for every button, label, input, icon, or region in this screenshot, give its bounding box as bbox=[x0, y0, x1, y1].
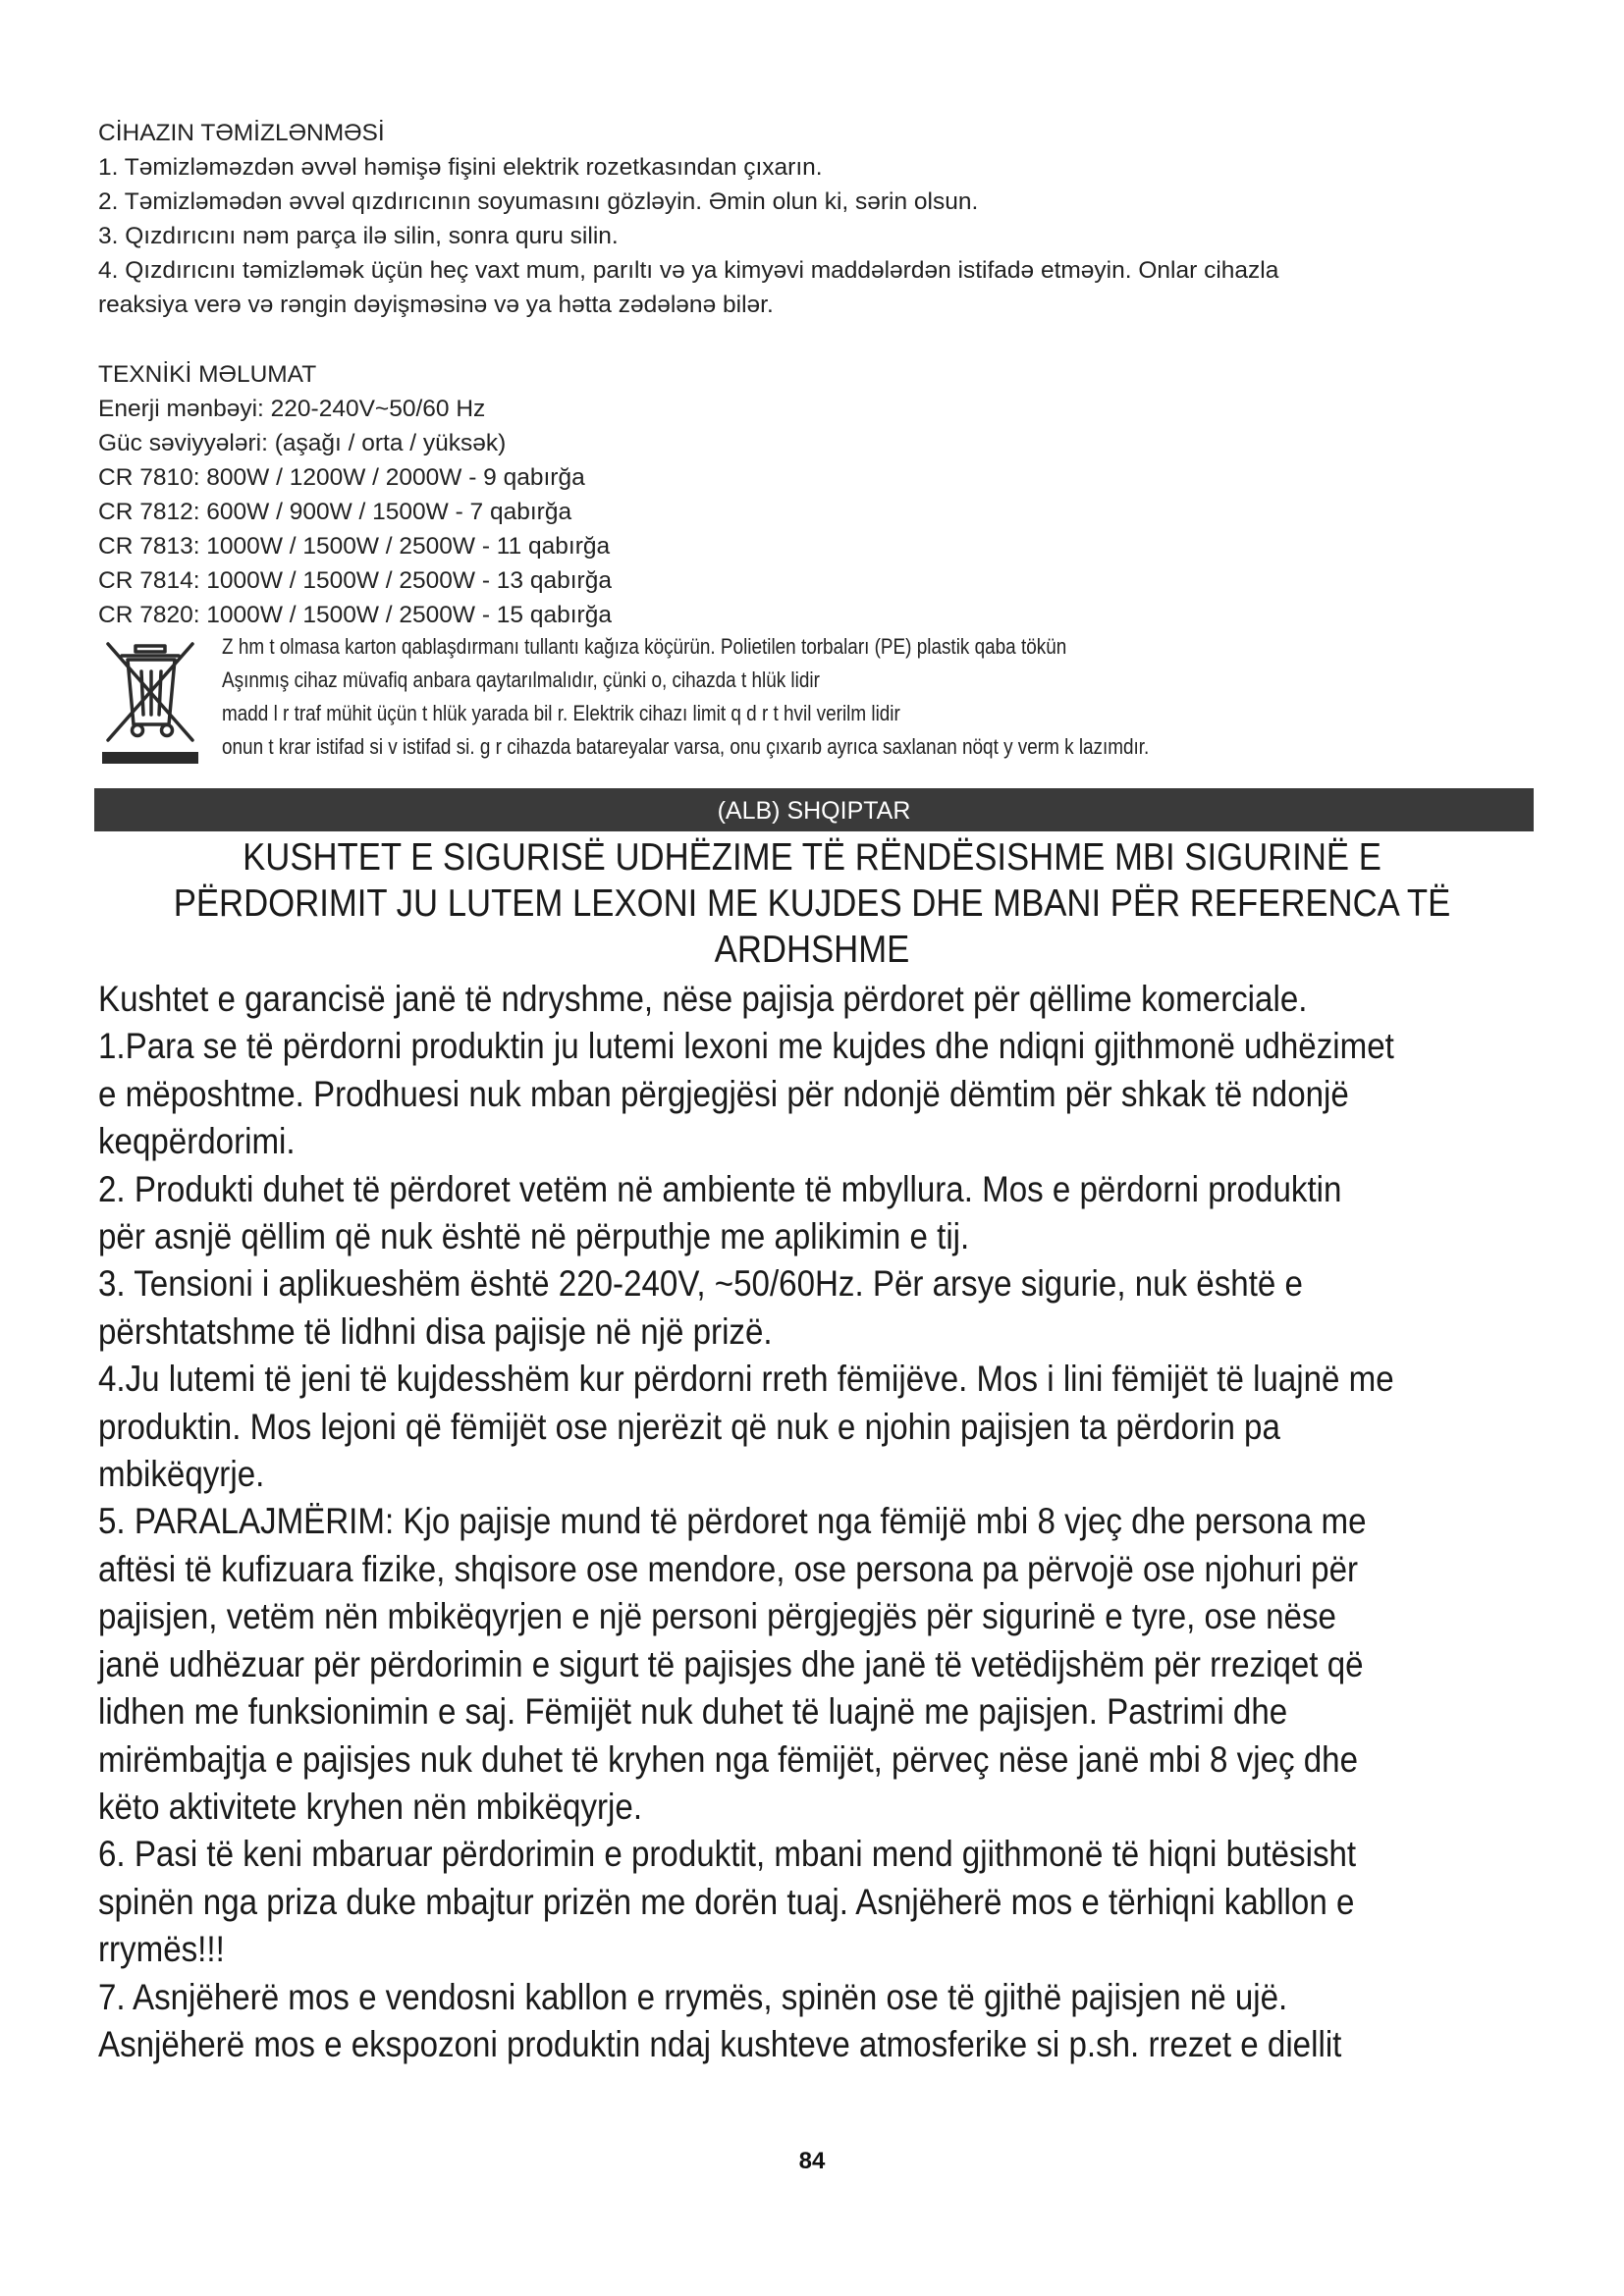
weee-notice bbox=[96, 630, 1530, 777]
weee-line: madd l r traf mühit üçün t hlük yarada bil r. Elektrik cihazı limit q d r t hvil verilm lidir bbox=[222, 701, 900, 725]
az-cleaning-item: 2. Təmizləmədən əvvəl qızdırıcının soyumasını gözləyin. Əmin olun ki, sərin olsun. bbox=[98, 188, 979, 215]
alb-body bbox=[98, 976, 1540, 2068]
section-gap bbox=[98, 322, 1532, 357]
alb-body-line: keqpërdorimi. bbox=[98, 1121, 296, 1162]
weee-line: Z hm t olmasa karton qablaşdırmanı tullantı kağıza köçürün. Polietilen torbaları (PE) plastik qaba tökün bbox=[222, 634, 1067, 659]
page-number: 84 bbox=[798, 2148, 826, 2174]
alb-title-line: PËRDORIMIT JU LUTEM LEXONI ME KUJDES DHE MBANI PËR REFERENCA TË bbox=[173, 882, 1451, 925]
alb-body-line: Kushtet e garancisë janë të ndryshme, nëse pajisja përdoret për qëllime komerciale. bbox=[98, 979, 1308, 1019]
alb-body-line: këto aktivitete kryhen nën mbikëqyrje. bbox=[98, 1786, 643, 1827]
alb-body-line: 6. Pasi të keni mbaruar përdorimin e produktit, mbani mend gjithmonë të hiqni butësisht bbox=[98, 1834, 1357, 1875]
az-cleaning-item: 3. Qızdırıcını nəm parça ilə silin, sonra quru silin. bbox=[98, 223, 619, 249]
alb-body-line: 5. PARALAJMËRIM: Kjo pajisje mund të përdoret nga fëmijë mbi 8 vjeç dhe persona me bbox=[98, 1501, 1367, 1542]
az-cleaning-item: 4. Qızdırıcını təmizləmək üçün heç vaxt mum, parıltı və ya kimyəvi maddələrdən istifadə etməyin. Onlar cihazla bbox=[98, 257, 1279, 284]
az-technical-item: CR 7814: 1000W / 1500W / 2500W - 13 qabırğa bbox=[98, 567, 612, 594]
az-technical-item: Enerji mənbəyi: 220-240V~50/60 Hz bbox=[98, 396, 486, 422]
az-technical-heading: TEXNİKİ MƏLUMAT bbox=[98, 361, 317, 388]
alb-body-line: spinën nga priza duke mbajtur prizën me dorën tuaj. Asnjëherë mos e tërhiqni kabllon e bbox=[98, 1881, 1355, 1922]
language-banner: (ALB) SHQIPTAR bbox=[94, 788, 1534, 831]
alb-body-line: janë udhëzuar për përdorimin e sigurt të pajisjes dhe janë të vetëdijshëm për rreziqet që bbox=[98, 1643, 1364, 1684]
alb-body-line: përshtatshme të lidhni disa pajisje në një prizë. bbox=[98, 1310, 773, 1352]
alb-body-line: 3. Tensioni i aplikueshëm është 220-240V, ~50/60Hz. Për arsye sigurie, nuk është e bbox=[98, 1263, 1303, 1305]
crossed-out-wheelie-bin-icon bbox=[96, 630, 204, 768]
weee-text bbox=[222, 630, 1345, 764]
az-technical-item: CR 7820: 1000W / 1500W / 2500W - 15 qabırğa bbox=[98, 602, 612, 628]
alb-body-line: 7. Asnjëherë mos e vendosni kabllon e rrymës, spinën ose të gjithë pajisjen në ujë. bbox=[98, 1976, 1288, 2017]
alb-body-line: mirëmbajtja e pajisjes nuk duhet të kryhen nga fëmijët, përveç nëse janë mbi 8 vjeç dhe bbox=[98, 1738, 1358, 1780]
alb-title-line: KUSHTET E SIGURISË UDHËZIME TË RËNDËSISHME MBI SIGURINË E bbox=[243, 836, 1381, 879]
alb-body-line: Asnjëherë mos e ekspozoni produktin ndaj kushteve atmosferike si p.sh. rrezet e diellit bbox=[98, 2023, 1342, 2064]
alb-title-line: ARDHSHME bbox=[714, 929, 910, 971]
alb-body-line: pajisjen, vetëm nën mbikëqyrjen e një personi përgjegjës për sigurinë e tyre, ose nëse bbox=[98, 1596, 1336, 1637]
az-section bbox=[98, 116, 1532, 632]
az-cleaning-item: reaksiya verə və rəngin dəyişməsinə və ya hətta zədələnə bilər. bbox=[98, 292, 774, 318]
weee-line: Aşınmış cihaz müvafiq anbara qaytarılmalıdır, çünki o, cihazda t hlük lidir bbox=[222, 667, 820, 692]
alb-body-line: mbikëqyrje. bbox=[98, 1454, 265, 1495]
weee-line: onun t krar istifad si v istifad si. g r cihazda batareyalar varsa, onu çıxarıb ayrıca saxlanan nöqt y verm k lazımdır. bbox=[222, 734, 1150, 759]
alb-title bbox=[168, 834, 1456, 973]
alb-body-line: produktin. Mos lejoni që fëmijët ose njerëzit që nuk e njohin pajisjen ta përdorin pa bbox=[98, 1406, 1280, 1447]
alb-body-line: 1.Para se të përdorni produktin ju lutemi lexoni me kujdes dhe ndiqni gjithmonë udhëzimet bbox=[98, 1026, 1394, 1067]
az-technical-item: CR 7810: 800W / 1200W / 2000W - 9 qabırğa bbox=[98, 464, 585, 491]
alb-body-line: lidhen me funksionimin e saj. Fëmijët nuk duhet të luajnë me pajisjen. Pastrimi dhe bbox=[98, 1691, 1288, 1733]
alb-body-line: 4.Ju lutemi të jeni të kujdesshëm kur përdorni rreth fëmijëve. Mos i lini fëmijët të luajnë me bbox=[98, 1359, 1394, 1400]
az-technical-item: CR 7813: 1000W / 1500W / 2500W - 11 qabırğa bbox=[98, 533, 611, 560]
alb-body-line: e mëposhtme. Prodhuesi nuk mban përgjegjësi për ndonjë dëmtim për shkak të ndonjë bbox=[98, 1073, 1349, 1114]
az-technical-item: Güc səviyyələri: (aşağı / orta / yüksək) bbox=[98, 430, 507, 456]
alb-body-line: për asnjë qëllim që nuk është në përputhje me aplikimin e tij. bbox=[98, 1216, 970, 1257]
az-technical-item: CR 7812: 600W / 900W / 1500W - 7 qabırğa bbox=[98, 499, 572, 525]
az-cleaning-heading: CİHAZIN TƏMİZLƏNMƏSİ bbox=[98, 120, 385, 146]
alb-body-line: rrymës!!! bbox=[98, 1929, 225, 1970]
alb-body-line: 2. Produkti duhet të përdoret vetëm në ambiente të mbyllura. Mos e përdorni produktin bbox=[98, 1168, 1342, 1209]
alb-body-line: aftësi të kufizuara fizike, shqisore ose mendore, ose persona pa përvojë ose njohuri për bbox=[98, 1548, 1359, 1589]
az-cleaning-item: 1. Təmizləməzdən əvvəl həmişə fişini elektrik rozetkasından çıxarın. bbox=[98, 154, 823, 181]
